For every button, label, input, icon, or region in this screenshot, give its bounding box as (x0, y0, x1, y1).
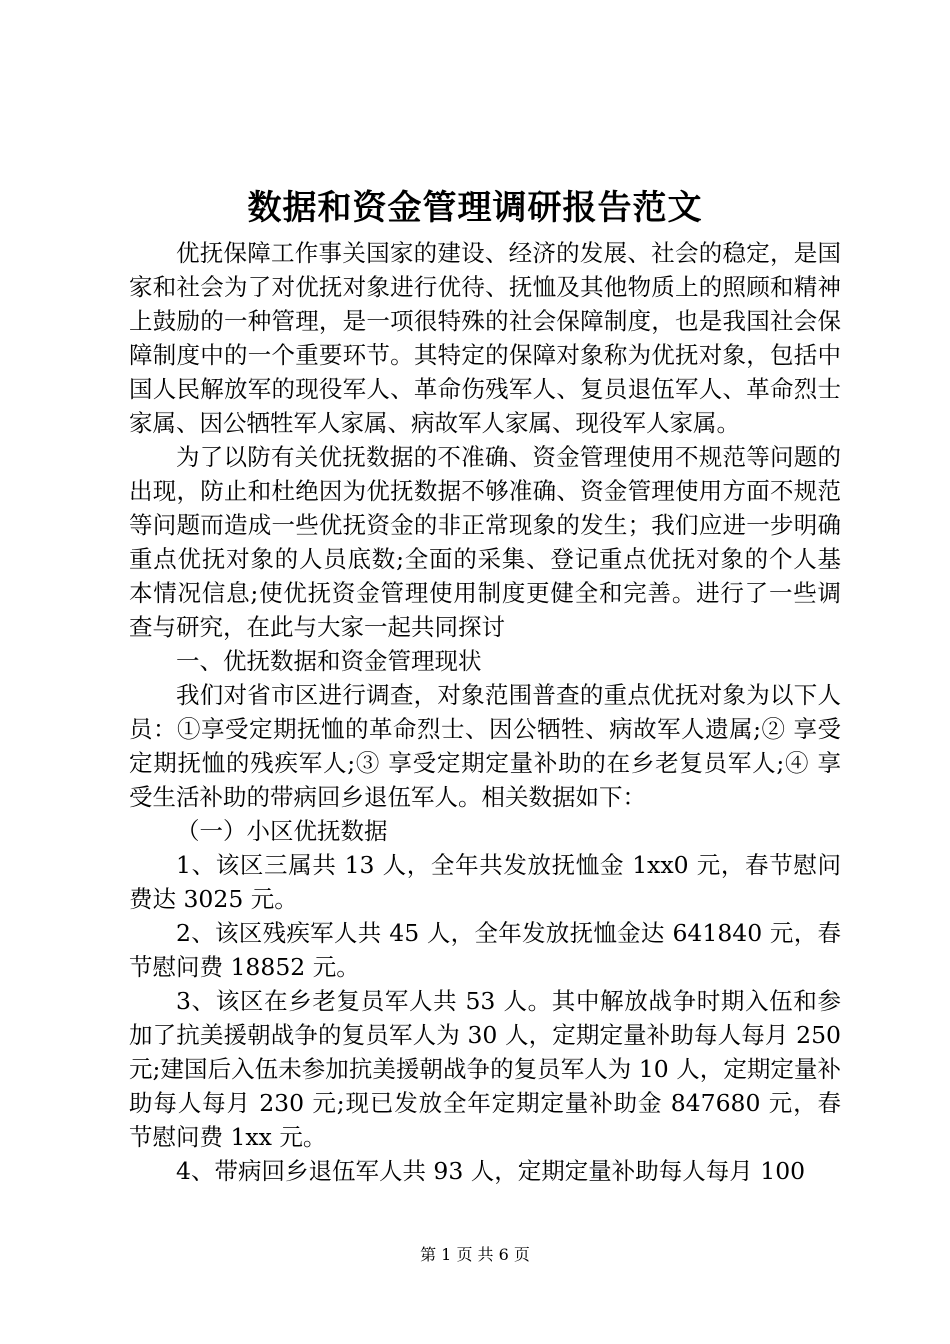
section-heading-1: 一、优抚数据和资金管理现状 (176, 647, 482, 675)
document-body (129, 236, 841, 1188)
list-item-4: 4、带病回乡退伍军人共 93 人，定期定量补助每人每月 100 (176, 1157, 806, 1185)
list-item-1: 1、该区三属共 13 人，全年共发放抚恤金 1xx0 元，春节慰问费达 3025 元。 (129, 851, 841, 913)
list-item-3: 3、该区在乡老复员军人共 53 人。其中解放战争时期入伍和参加了抗美援朝战争的复员军人为 30 人，定期定量补助每人每月 250 元;建国后入伍未参加抗美援朝战争的复员军人为 10 人，定期定量补助每人每月 230 元;现已发放全年定期定量补助金 847680 元，春节慰问费 1xx 元。 (129, 987, 841, 1151)
paragraph-purpose: 为了以防有关优抚数据的不准确、资金管理使用不规范等问题的出现，防止和杜绝因为优抚数据不够准确、资金管理使用方面不规范等问题而造成一些优抚资金的非正常现象的发生；我们应进一步明确重点优抚对象的人员底数;全面的采集、登记重点优抚对象的个人基本情况信息;使优抚资金管理使用制度更健全和完善。进行了一些调查与研究，在此与大家一起共同探讨 (129, 443, 841, 641)
paragraph-intro: 优抚保障工作事关国家的建设、经济的发展、社会的稳定，是国家和社会为了对优抚对象进行优待、抚恤及其他物质上的照顾和精神上鼓励的一种管理，是一项很特殊的社会保障制度，也是我国社会保障制度中的一个重要环节。其特定的保障对象称为优抚对象，包括中国人民解放军的现役军人、革命伤残军人、复员退伍军人、革命烈士家属、因公牺牲军人家属、病故军人家属、现役军人家属。 (129, 239, 841, 437)
document-title: 数据和资金管理调研报告范文 (247, 188, 703, 228)
subsection-heading-1: （一）小区优抚数据 (176, 817, 388, 845)
list-item-2: 2、该区残疾军人共 45 人，全年发放抚恤金达 641840 元，春节慰问费 18852 元。 (129, 919, 841, 981)
page-footer: 第 1 页 共 6 页 (420, 1245, 530, 1264)
paragraph-survey-scope: 我们对省市区进行调查，对象范围普查的重点优抚对象为以下人员：①享受定期抚恤的革命烈士、因公牺牲、病故军人遗属;② 享受定期抚恤的残疾军人;③ 享受定期定量补助的在乡老复员军人;④ 享受生活补助的带病回乡退伍军人。相关数据如下： (129, 681, 841, 811)
